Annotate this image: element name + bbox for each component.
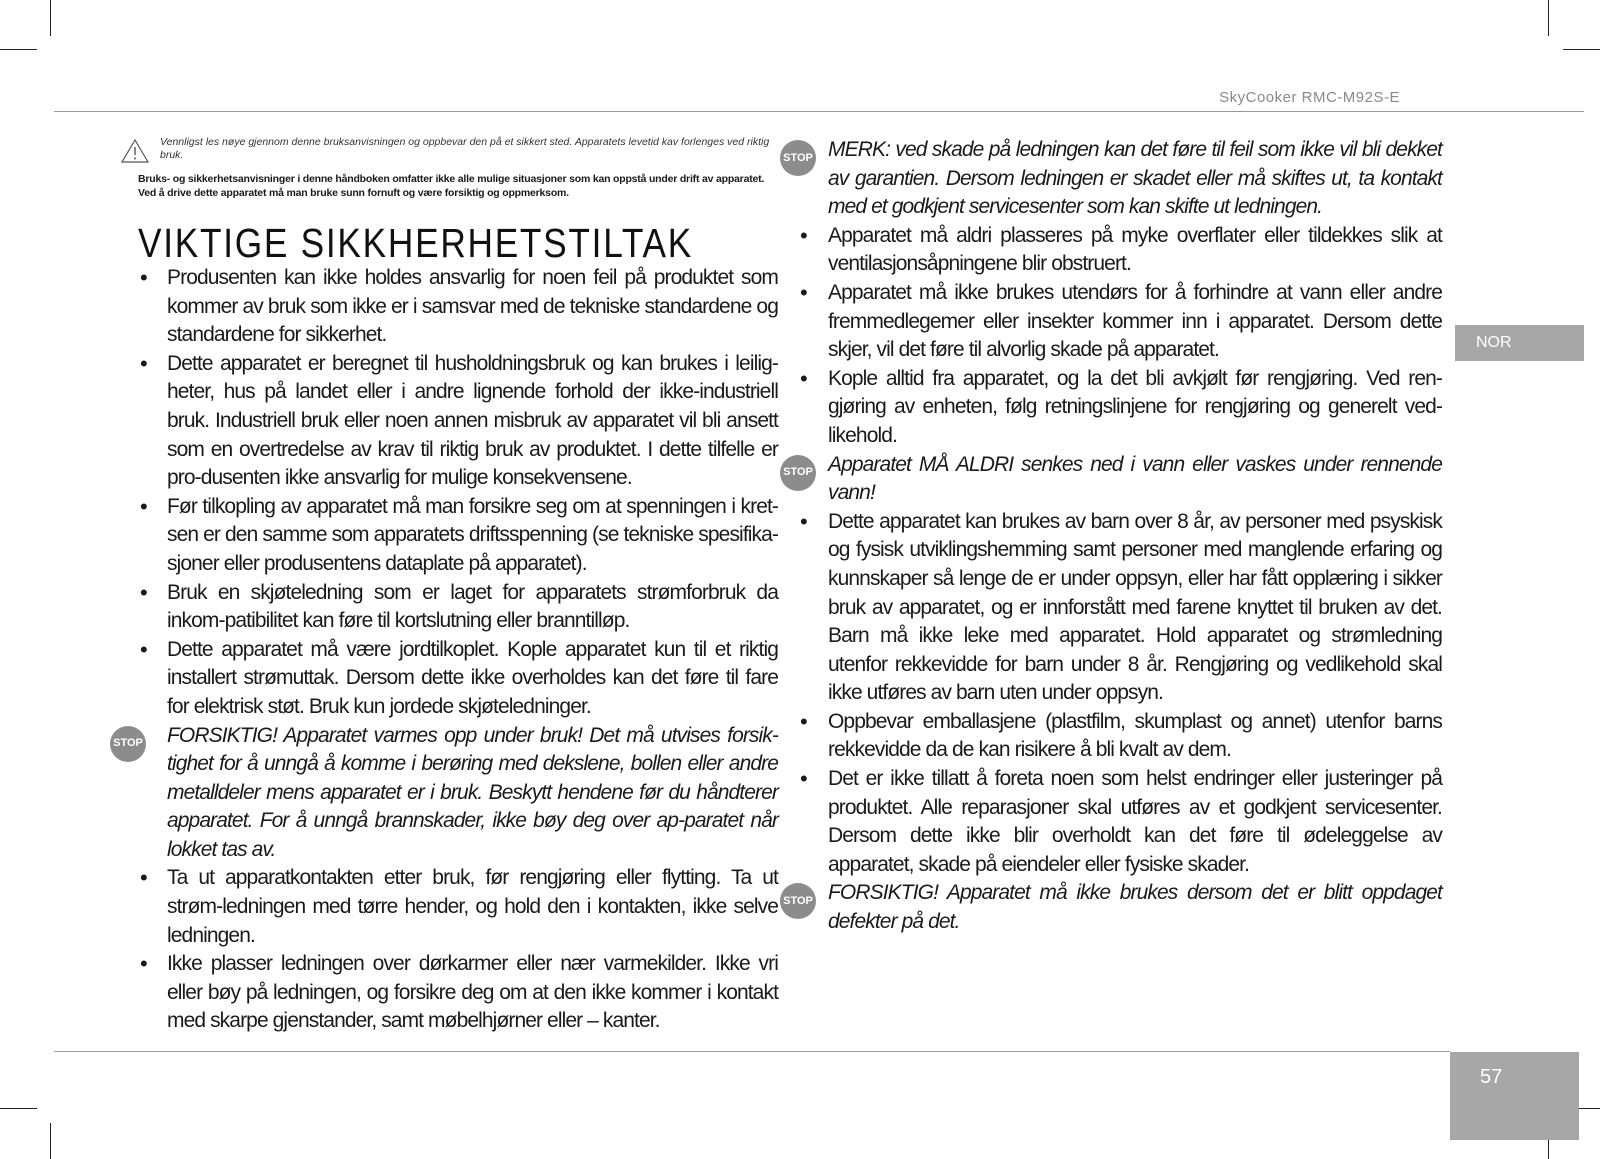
list-item: • Det er ikke tillatt å foreta noen som helst endringer eller justeringer på produktet. Alle reparasjoner skal utføres av et godkjent servicesenter. Dersom dette ikke blir overholdt kan det føre til ødeleggelse av apparatet, skade på eiendeler eller fysiske skader. (788, 765, 1442, 879)
stop-icon: STOP (780, 455, 816, 491)
list-item: • Før tilkopling av apparatet må man forsikre seg om at spenningen i kret-sen er den samme som apparatets driftsspenning (se tekniske spesifika-sjoner eller produsentens dataplate på apparatet). (118, 493, 778, 579)
safety-list-right (788, 222, 1442, 451)
page-heading: VIKTIGE SIKKHERHETSTILTAK (138, 220, 694, 266)
crop-mark (50, 0, 51, 36)
language-tab (1455, 325, 1584, 361)
crop-mark (0, 49, 37, 50)
right-column (783, 136, 1442, 937)
crop-mark (0, 1108, 37, 1109)
list-item: • Kople alltid fra apparatet, og la det bli avkjølt før rengjøring. Ved ren-gjøring av enheten, følg retningslinjene for rengjøring og generelt ved-likehold. (788, 365, 1442, 451)
list-item: • Ta ut apparatkontakten etter bruk, før rengjøring eller flytting. Ta ut strøm-ledningen med tørre hender, og hold den i kontakten, ikke selve ledningen. (118, 864, 778, 950)
stop-warning (113, 722, 778, 865)
document-title: SkyCooker RMC-M92S-E (1219, 89, 1400, 106)
list-item: • Oppbevar emballasjene (plastfilm, skumplast og annet) utenfor barns rekkevidde da de kan risikere å bli kvalt av dem. (788, 708, 1442, 765)
intro-warning (120, 136, 778, 164)
stop-icon: STOP (110, 726, 146, 762)
stop-icon: STOP (780, 883, 816, 919)
list-item: • Apparatet må aldri plasseres på myke overflater eller tildekkes slik at ventilasjonsåpningene blir obstruert. (788, 222, 1442, 279)
list-item: • Produsenten kan ikke holdes ansvarlig for noen feil på produktet som kommer av bruk som ikke er i samsvar med de tekniske standardene og standardene for sikkerhet. (118, 264, 778, 350)
stop-warning-text: FORSIKTIG! Apparatet må ikke brukes dersom det er blitt oppdaget defekter på det. (828, 881, 1442, 934)
stop-warning (783, 136, 1442, 222)
intro-note: Bruks- og sikkerhetsanvisninger i denne håndboken omfatter ikke alle mulige situasjoner som kan oppstå under drift av apparatet. Ved å drive dette apparatet må man bruke sunn fornuft og være forsiktig og oppmerksom. (138, 173, 765, 199)
list-item: • Bruk en skjøteledning som er laget for apparatets strømforbruk da inkom-patibilitet kan føre til kortslutning eller branntilløp. (118, 579, 778, 636)
language-label: NOR (1476, 334, 1512, 351)
header-rule (54, 111, 1584, 112)
list-item: • Dette apparatet kan brukes av barn over 8 år, av personer med psyskisk og fysisk utviklingshemming samt personer med manglende erfaring og kunnskaper så lenge de er under oppsyn, eller har fått opplæring i sikker bruk av apparatet, og er innforstått med farene knyttet til bruken av det. Barn må ikke leke med apparatet. Hold apparatet og strømledning utenfor rekkevidde for barn under 8 år. Rengjøring og vedlikehold skal ikke utføres av barn uten under oppsyn. (788, 508, 1442, 708)
warning-triangle-icon (120, 138, 150, 164)
safety-list-right-2 (788, 508, 1442, 880)
stop-warning-text: MERK: ved skade på ledningen kan det føre til feil som ikke vil bli dekket av garantien. Dersom ledningen er skadet eller må skiftes ut, ta kontakt med et godkjent servicesenter som kan skifte ut ledningen. (828, 138, 1442, 219)
crop-mark (1548, 0, 1549, 36)
stop-warning (783, 451, 1442, 508)
stop-warning-text: FORSIKTIG! Apparatet varmes opp under bruk! Det må utvises forsik-tighet for å unngå å komme i berøring med dekslene, bollen eller andre metalldeler mens apparatet er i bruk. Beskytt hendene før du håndterer apparatet. For å unngå brannskader, ikke bøy deg over ap-paratet når lokket tas av. (167, 723, 778, 861)
stop-warning (783, 879, 1442, 936)
page-number: 57 (1480, 1066, 1503, 1088)
list-item: • Apparatet må ikke brukes utendørs for å forhindre at vann eller andre fremmedlegemer eller insekter kommer inn i apparatet. Dersom dette skjer, vil det føre til alvorlig skade på apparatet. (788, 279, 1442, 365)
safety-list-left (118, 264, 778, 722)
footer-rule (54, 1051, 1450, 1052)
warning-text: Vennligst les nøye gjennom denne bruksanvisningen og oppbevar den på et sikkert sted. Apparatets levetid kav forlenges ved riktig bruk. (160, 136, 770, 161)
left-column (113, 136, 778, 1036)
list-item: • Dette apparatet må være jordtilkoplet. Kople apparatet kun til et riktig installert strømuttak. Dersom dette ikke overholdes kan det føre til fare for elektrisk støt. Bruk kun jordede skjøteledninger. (118, 636, 778, 722)
page-number-box (1450, 1052, 1579, 1140)
crop-mark (1563, 49, 1600, 50)
list-item: • Ikke plasser ledningen over dørkarmer eller nær varmekilder. Ikke vri eller bøy på ledningen, og forsikre deg om at den ikke kommer i kontakt med skarpe gjenstander, samt møbelhjørner eller – kanter. (118, 950, 778, 1036)
crop-mark (50, 1123, 51, 1159)
safety-list-left-2 (118, 864, 778, 1036)
stop-warning-text: Apparatet MÅ ALDRI senkes ned i vann eller vaskes under rennende vann! (828, 452, 1442, 505)
list-item: • Dette apparatet er beregnet til husholdningsbruk og kan brukes i leilig-heter, hus på landet eller i andre lignende forhold der ikke-industriell bruk. Industriell bruk eller noen annen misbruk av apparatet vil bli ansett som en overtredelse av krav til riktig bruk av produktet. I dette tilfelle er pro-dusenten ikke ansvarlig for mulige konsekvensene. (118, 350, 778, 493)
stop-icon: STOP (780, 140, 816, 176)
